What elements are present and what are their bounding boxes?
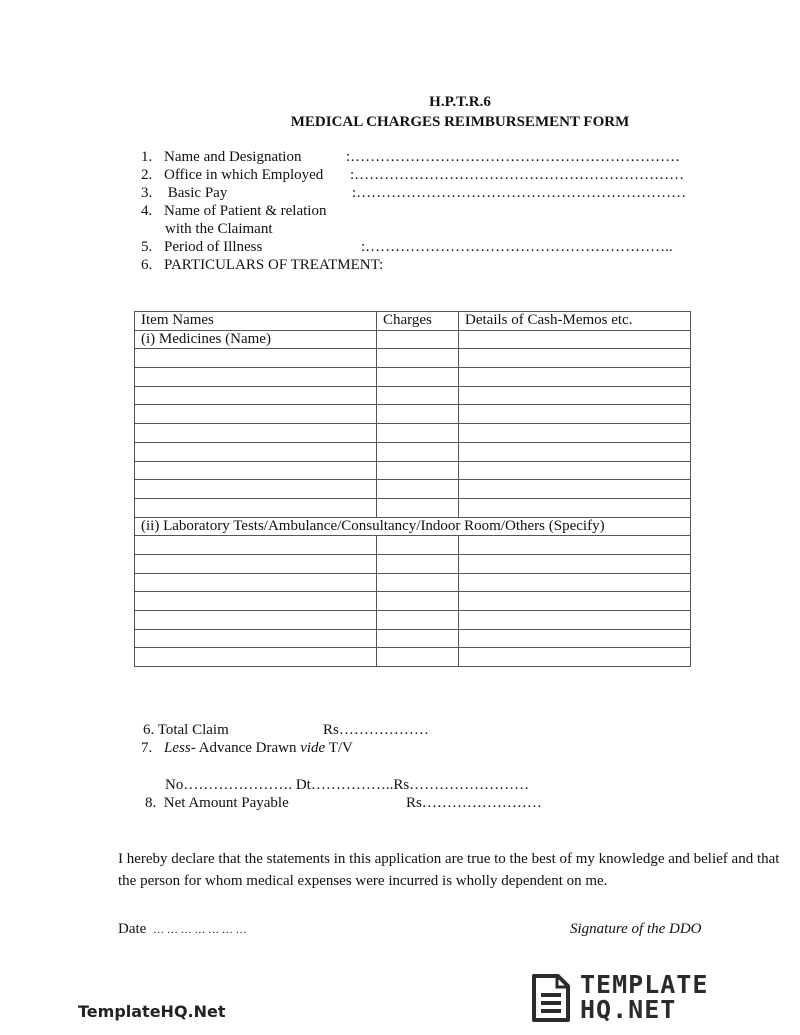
advance-mid: - Advance Drawn (190, 740, 301, 756)
advance-vide: vide (300, 740, 326, 756)
advance-tv: T/V (325, 740, 353, 756)
table-row (135, 498, 691, 517)
field-number: 5. (141, 239, 153, 255)
table-cell[interactable] (377, 368, 459, 387)
table-cell[interactable] (459, 424, 691, 443)
table-cell[interactable] (459, 386, 691, 405)
table-cell[interactable] (135, 536, 377, 555)
date-label: Date (118, 921, 147, 937)
table-cell[interactable] (135, 554, 377, 573)
table-cell[interactable] (135, 648, 377, 667)
table-row (135, 405, 691, 424)
table-cell[interactable] (459, 480, 691, 499)
table-cell[interactable] (377, 330, 459, 349)
field-label: Office in which Employed (164, 167, 324, 183)
brand-text-small: TemplateHQ.Net (78, 1002, 226, 1021)
col-header-item-names: Item Names (135, 312, 377, 331)
table-cell[interactable] (459, 648, 691, 667)
table-cell[interactable] (135, 573, 377, 592)
field-label: PARTICULARS OF TREATMENT: (164, 257, 384, 273)
table-cell[interactable] (135, 592, 377, 611)
table-cell[interactable] (377, 498, 459, 517)
table-cell[interactable] (377, 573, 459, 592)
section-medicines-label: (i) Medicines (Name) (135, 330, 377, 349)
total-claim-blank[interactable]: Rs……………… (323, 722, 429, 738)
declaration-text: I hereby declare that the statements in this application are true to the best of my knowledge and belief and that the person for whom medical expenses were incurred is wholly dependent on me. (118, 851, 780, 889)
table-cell[interactable] (459, 536, 691, 555)
table-cell[interactable] (459, 592, 691, 611)
table-cell[interactable] (459, 554, 691, 573)
field-office (141, 167, 323, 184)
table-cell[interactable] (459, 611, 691, 630)
table-cell[interactable] (135, 480, 377, 499)
table-cell[interactable] (459, 330, 691, 349)
table-cell[interactable] (135, 498, 377, 517)
section-lab-row (135, 517, 691, 536)
table-cell[interactable] (377, 461, 459, 480)
table-cell[interactable] (459, 368, 691, 387)
table-cell[interactable] (135, 368, 377, 387)
form-title: MEDICAL CHARGES REIMBURSEMENT FORM (290, 114, 630, 130)
table-cell[interactable] (377, 592, 459, 611)
table-cell[interactable] (135, 405, 377, 424)
table-cell[interactable] (135, 461, 377, 480)
table-cell[interactable] (459, 461, 691, 480)
table-cell[interactable] (459, 405, 691, 424)
table-row (135, 592, 691, 611)
field-name-designation (141, 149, 301, 166)
field-particulars (141, 257, 383, 274)
table-cell[interactable] (459, 442, 691, 461)
field-label: Name of Patient & relation (164, 203, 327, 219)
table-row (135, 573, 691, 592)
table-row (135, 386, 691, 405)
table-cell[interactable] (135, 424, 377, 443)
date-blank[interactable]: … … … … … … … (153, 924, 247, 936)
table-row (135, 349, 691, 368)
table-row (135, 629, 691, 648)
field-number: 2. (141, 167, 153, 183)
total-claim-label: 6. Total Claim (143, 722, 229, 738)
treatment-table (134, 311, 691, 667)
table-cell[interactable] (459, 573, 691, 592)
table-row (135, 461, 691, 480)
table-row (135, 442, 691, 461)
field-number: 4. (141, 203, 153, 219)
document-icon (530, 973, 574, 1023)
table-header-row (135, 312, 691, 331)
table-cell[interactable] (377, 386, 459, 405)
table-cell[interactable] (377, 554, 459, 573)
field-number: 1. (141, 149, 153, 165)
table-row (135, 536, 691, 555)
field-label: Basic Pay (164, 185, 228, 201)
net-amount-blank[interactable]: Rs…………………… (406, 795, 542, 811)
section-lab-label: (ii) Laboratory Tests/Ambulance/Consultancy/Indoor Room/Others (Specify) (135, 517, 691, 536)
col-header-charges: Charges (377, 312, 459, 331)
table-cell[interactable] (459, 349, 691, 368)
col-header-details: Details of Cash-Memos etc. (459, 312, 691, 331)
brand-logo (530, 972, 730, 1024)
form-code: H.P.T.R.6 (429, 94, 491, 110)
field-number: 7. (141, 740, 153, 756)
table-row (135, 611, 691, 630)
field-period-illness-blank[interactable]: :…………………………………………………….. (361, 239, 673, 255)
table-cell[interactable] (377, 405, 459, 424)
field-basic-pay (141, 185, 227, 202)
advance-drawn-line (141, 740, 353, 757)
table-cell[interactable] (135, 611, 377, 630)
table-row (135, 424, 691, 443)
table-cell[interactable] (135, 629, 377, 648)
field-basic-pay-blank[interactable]: :………………………………………………………… (352, 185, 687, 201)
signature-label: Signature of the DDO (570, 921, 702, 937)
section-medicines-row (135, 330, 691, 349)
brand-logo-text (580, 972, 708, 1022)
field-label: Name and Designation (164, 149, 302, 165)
table-cell[interactable] (135, 442, 377, 461)
table-cell[interactable] (377, 442, 459, 461)
field-label: Period of Illness (164, 239, 263, 255)
table-cell[interactable] (377, 349, 459, 368)
table-cell[interactable] (459, 498, 691, 517)
table-row (135, 554, 691, 573)
table-row (135, 368, 691, 387)
table-cell[interactable] (135, 349, 377, 368)
brand-logo-line2: HQ.NET (580, 995, 677, 1024)
field-number: 3. (141, 185, 153, 201)
table-cell[interactable] (377, 424, 459, 443)
field-patient-label-cont: with the Claimant (165, 221, 273, 237)
field-name-designation-blank[interactable]: :………………………………………………………… (346, 149, 681, 165)
field-number: 6. (141, 257, 153, 273)
table-cell[interactable] (459, 629, 691, 648)
table-cell[interactable] (377, 629, 459, 648)
net-amount-label: 8. Net Amount Payable (145, 795, 289, 811)
field-office-blank[interactable]: :………………………………………………………… (350, 167, 685, 183)
date-field (118, 921, 247, 938)
table-cell[interactable] (377, 648, 459, 667)
table-cell[interactable] (377, 480, 459, 499)
field-period-illness (141, 239, 262, 256)
advance-less: Less (164, 740, 191, 756)
tv-number-date-amount-blank[interactable]: No…………………. Dt……………..Rs…………………… (165, 777, 530, 793)
table-row (135, 648, 691, 667)
brand-logo-line1: TEMPLATE (580, 970, 709, 999)
table-row (135, 480, 691, 499)
table-cell[interactable] (377, 611, 459, 630)
table-cell[interactable] (135, 386, 377, 405)
table-cell[interactable] (377, 536, 459, 555)
field-patient (141, 203, 326, 220)
